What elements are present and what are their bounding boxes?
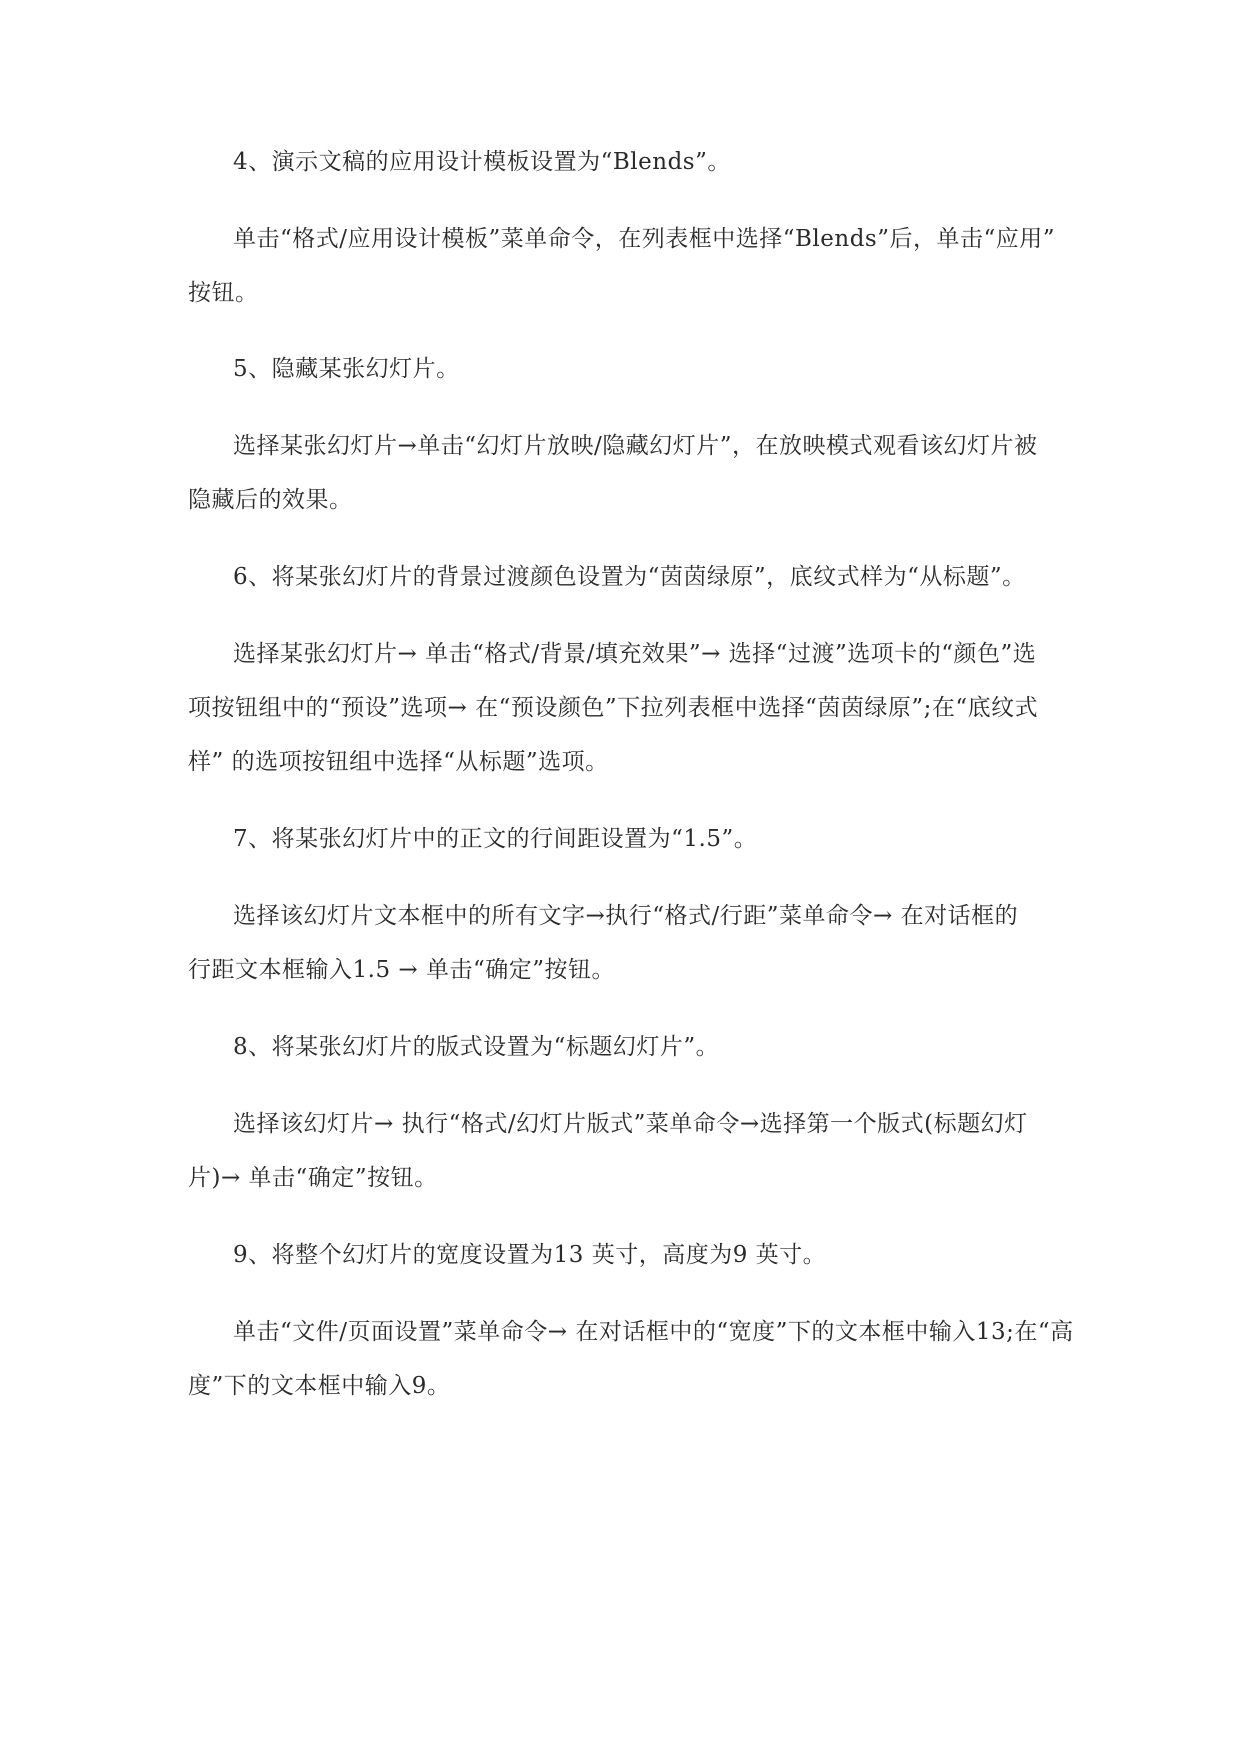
step-9-instruction-line-2: 度”下的文本框中输入9。	[188, 1373, 451, 1399]
step-6-instruction-line-2: 项按钮组中的“预设”选项→ 在“预设颜色”下拉列表框中选择“茵茵绿原”;在“底纹式	[188, 695, 1039, 721]
step-5-heading: 5、隐藏某张幻灯片。	[233, 356, 460, 382]
step-6-heading: 6、将某张幻灯片的背景过渡颜色设置为“茵茵绿原”，底纹式样为“从标题”。	[233, 564, 1026, 590]
step-7-instruction-line-1: 选择该幻灯片文本框中的所有文字→执行“格式/行距”菜单命令→ 在对话框的	[233, 903, 1019, 929]
step-8-heading: 8、将某张幻灯片的版式设置为“标题幻灯片”。	[233, 1034, 720, 1060]
step-4-instruction-line-2: 按钮。	[188, 280, 259, 306]
step-6-instruction-line-3: 样” 的选项按钮组中选择“从标题”选项。	[188, 749, 609, 775]
step-5-instruction-line-1: 选择某张幻灯片→单击“幻灯片放映/隐藏幻灯片”，在放映模式观看该幻灯片被	[233, 433, 1038, 459]
step-8-instruction-line-2: 片)→ 单击“确定”按钮。	[188, 1165, 438, 1191]
step-9-instruction-line-1: 单击“文件/页面设置”菜单命令→ 在对话框中的“宽度”下的文本框中输入13;在“高	[233, 1319, 1074, 1345]
step-6-instruction-line-1: 选择某张幻灯片→ 单击“格式/背景/填充效果”→ 选择“过渡”选项卡的“颜色”选	[233, 641, 1037, 667]
step-5-instruction-line-2: 隐藏后的效果。	[188, 487, 353, 513]
step-4-heading: 4、演示文稿的应用设计模板设置为“Blends”。	[233, 149, 731, 175]
step-4-instruction-line-1: 单击“格式/应用设计模板”菜单命令，在列表框中选择“Blends”后，单击“应用”	[233, 226, 1056, 252]
step-7-heading: 7、将某张幻灯片中的正文的行间距设置为“1.5”。	[233, 826, 758, 852]
step-9-heading: 9、将整个幻灯片的宽度设置为13 英寸，高度为9 英寸。	[233, 1242, 827, 1268]
step-7-instruction-line-2: 行距文本框输入1.5 → 单击“确定”按钮。	[188, 957, 615, 983]
step-8-instruction-line-1: 选择该幻灯片→ 执行“格式/幻灯片版式”菜单命令→选择第一个版式(标题幻灯	[233, 1111, 1028, 1137]
